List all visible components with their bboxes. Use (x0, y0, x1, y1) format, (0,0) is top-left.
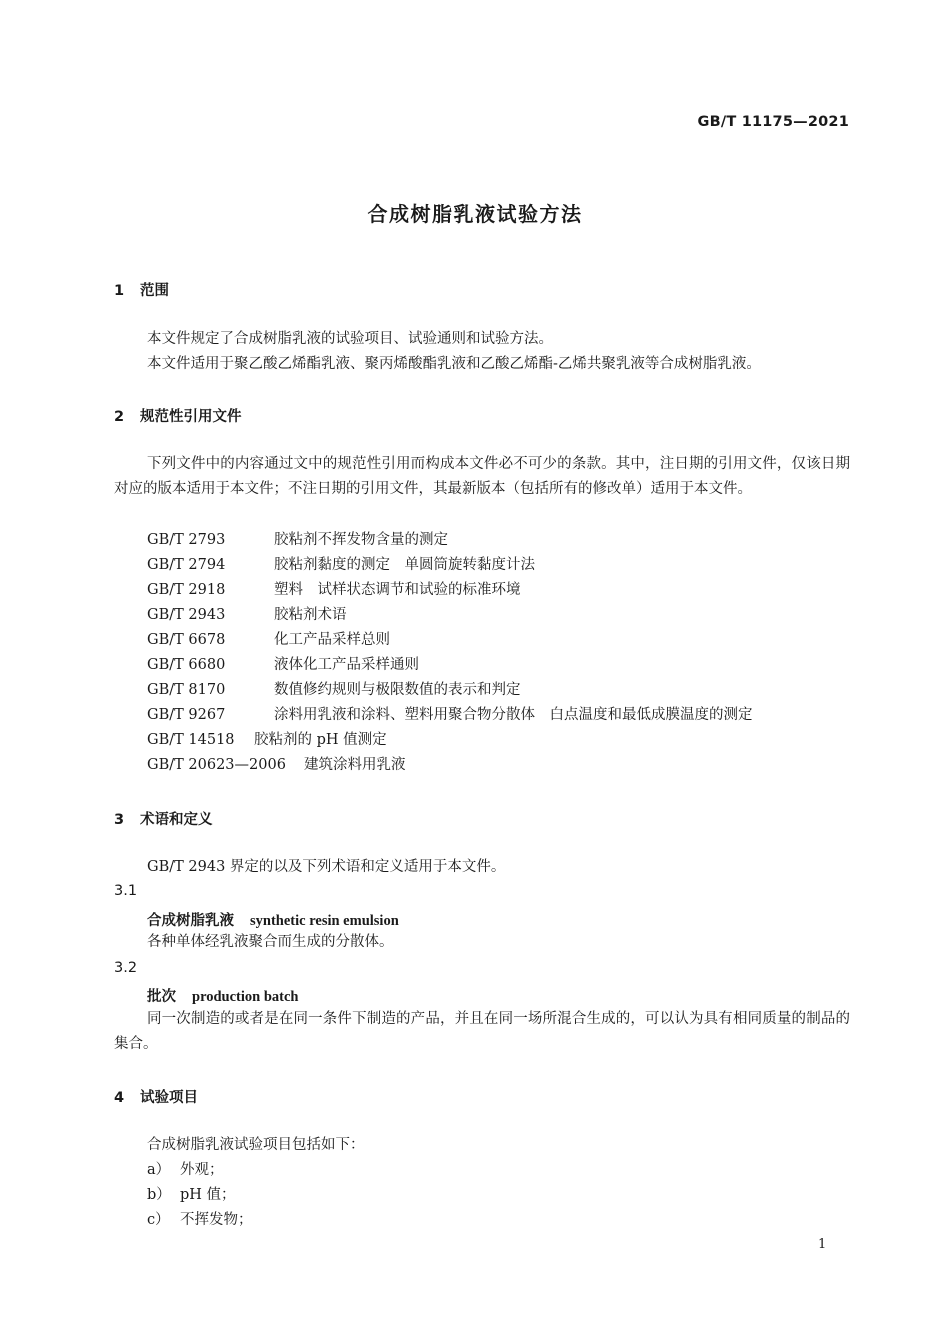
reference-code: GB/T 6678 (147, 632, 226, 648)
section-2-heading (114, 405, 242, 426)
reference-code: GB/T 14518 (147, 732, 235, 748)
reference-code: GB/T 2918 (147, 582, 226, 598)
section-number: 1 (114, 283, 125, 299)
list-item (147, 1208, 253, 1233)
paragraph: 本文件适用于聚乙酸乙烯酯乳液、聚丙烯酸酯乳液和乙酸乙烯酯-乙烯共聚乳液等合成树脂乳液。 (147, 356, 761, 372)
list-marker: a） (147, 1162, 171, 1178)
reference-code: GB/T 20623—2006 (147, 757, 286, 773)
reference-title: 胶粘剂不挥发物含量的测定 (274, 532, 448, 548)
term-heading (147, 909, 399, 930)
reference-item (147, 528, 448, 553)
reference-item (147, 728, 387, 753)
term-en: synthetic resin emulsion (250, 913, 399, 929)
term-zh: 合成树脂乳液 (147, 913, 234, 929)
term-zh: 批次 (147, 989, 176, 1005)
paragraph: 本文件规定了合成树脂乳液的试验项目、试验通则和试验方法。 (147, 331, 553, 347)
list-item (147, 1158, 224, 1183)
section-number: 3 (114, 812, 125, 828)
reference-code: GB/T 9267 (147, 707, 226, 723)
reference-item (147, 703, 753, 728)
section-number: 2 (114, 409, 125, 425)
reference-code: GB/T 6680 (147, 657, 226, 673)
list-text: 不挥发物； (180, 1212, 253, 1228)
intro-paragraph: 合成树脂乳液试验项目包括如下： (147, 1137, 365, 1153)
document-title: 合成树脂乳液试验方法 (367, 202, 583, 226)
list-marker: b） (147, 1187, 171, 1203)
page-number: 1 (818, 1237, 827, 1252)
term-definition: 各种单体经乳液聚合而生成的分散体。 (147, 934, 394, 950)
reference-item (147, 603, 347, 628)
reference-code: GB/T 2794 (147, 557, 226, 573)
section-number: 4 (114, 1090, 125, 1106)
reference-item (147, 653, 419, 678)
reference-title: 涂料用乳液和涂料、塑料用聚合物分散体 白点温度和最低成膜温度的测定 (274, 707, 753, 723)
reference-code: GB/T 2793 (147, 532, 226, 548)
reference-item (147, 578, 521, 603)
reference-title: 塑料 试样状态调节和试验的标准环境 (274, 582, 521, 598)
term-heading (147, 985, 299, 1006)
reference-code: GB/T 8170 (147, 682, 226, 698)
list-marker: c） (147, 1212, 170, 1228)
section-title: 范围 (140, 283, 169, 299)
reference-title: 化工产品采样总则 (274, 632, 390, 648)
section-3-heading (114, 808, 213, 829)
intro-paragraph: GB/T 2943 界定的以及下列术语和定义适用于本文件。 (147, 859, 506, 875)
list-item (147, 1183, 236, 1208)
reference-title: 胶粘剂术语 (274, 607, 347, 623)
section-title: 试验项目 (140, 1090, 198, 1106)
reference-item (147, 678, 521, 703)
reference-item (147, 553, 535, 578)
reference-title: 数值修约规则与极限数值的表示和判定 (274, 682, 521, 698)
list-text: pH 值； (180, 1187, 236, 1203)
section-4-heading (114, 1086, 198, 1107)
reference-title: 胶粘剂的 pH 值测定 (254, 732, 387, 748)
term-number: 3.2 (114, 960, 138, 976)
intro-paragraph: 下列文件中的内容通过文中的规范性引用而构成本文件必不可少的条款。其中，注日期的引用文件，仅该日期对应的版本适用于本文件；不注日期的引用文件，其最新版本（包括所有的修改单）适用于本文件。 (114, 456, 850, 497)
section-1-heading (114, 279, 169, 300)
section-title: 规范性引用文件 (140, 409, 242, 425)
reference-item (147, 628, 390, 653)
term-definition: 同一次制造的或者是在同一条件下制造的产品，并且在同一场所混合生成的，可以认为具有相同质量的制品的集合。 (114, 1011, 850, 1052)
term-en: production batch (192, 989, 299, 1005)
reference-title: 液体化工产品采样通则 (274, 657, 419, 673)
reference-code: GB/T 2943 (147, 607, 226, 623)
reference-title: 胶粘剂黏度的测定 单圆筒旋转黏度计法 (274, 557, 535, 573)
reference-item (147, 753, 406, 778)
standard-code: GB/T 11175—2021 (697, 114, 849, 130)
list-text: 外观； (180, 1162, 224, 1178)
term-number: 3.1 (114, 883, 138, 899)
section-title: 术语和定义 (140, 812, 213, 828)
reference-title: 建筑涂料用乳液 (304, 757, 406, 773)
